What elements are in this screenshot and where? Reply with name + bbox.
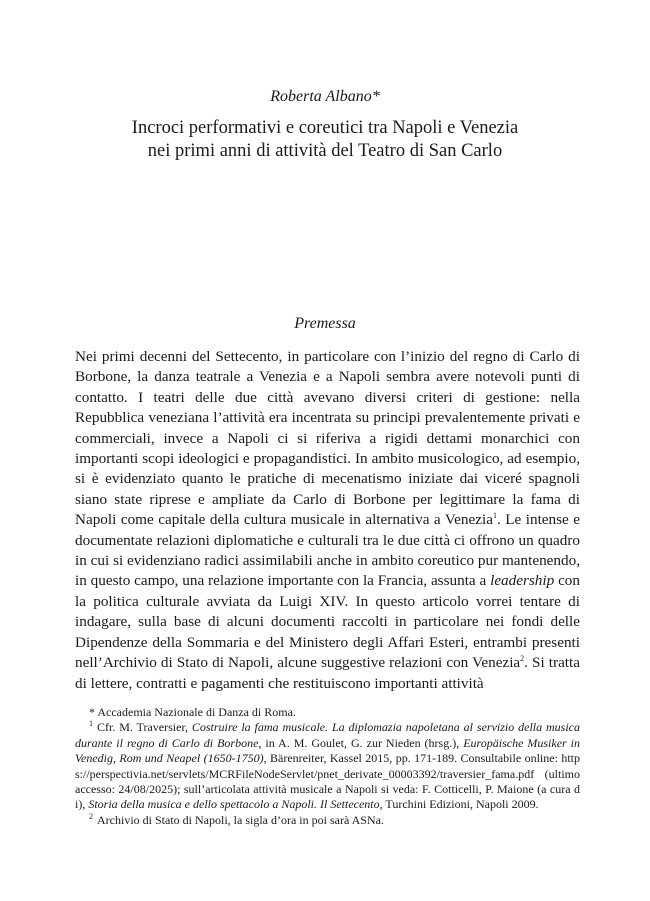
footnote-1-italic-3: Storia della musica e dello spettacolo a Napoli. Il Settecento: [88, 797, 380, 812]
footnote-2: [75, 813, 580, 828]
footnote-1-italic-1: Costruire la fama musicale. La diplomazia napoletana al servizio della musica durante il regno di Carlo di Borbone: [75, 720, 581, 750]
body-text-part-1: Nei primi decenni del Settecento, in particolare con l’inizio del regno di Carlo di Borbone, la danza teatrale a Venezia e a Napoli sembra avere notevoli punti di contatto. I teatri delle due città avevano diversi criteri di gestione: nella Repubblica veneziana l’attività era incentrata su principi prevalentemente privati e commerciali, invece a Napoli ci si riferiva a rigidi dettami monarchici con importanti scopi ideologici e propagandistici. In ambito musicologico, ad esempio, si è evidenziato quanto le pratiche di mecenatismo iniziate dai viceré spagnoli siano state riprese e ampliate da Carlo di Borbone per legittimare la fama di Napoli come capitale della cultura musicale in alternativa a Venezia: [75, 348, 580, 529]
title-line-1: Incroci performativi e coreutici tra Napoli e Venezia: [131, 118, 519, 138]
footnote-ref-2: 2: [520, 654, 525, 664]
footnote-1-text-d: , Turchini Edizioni, Napoli 2009.: [379, 797, 539, 812]
footnote-star: [75, 705, 580, 720]
body-italic-term: leadership: [490, 572, 555, 590]
footnote-1-text-c: , Bärenreiter, Kassel 2015, pp. 171-189. Consultabile online: https://perspectivia.net/servlets/MCRFileNodeServlet/pnet_derivate_00003392/traversier_fama.pdf (ultimo accesso: 24/08/2025); sull’articolata attività musicale a Napoli si veda: F. Cotticelli, P. Maione (a cura di),: [75, 751, 580, 812]
footnote-1-text-b: , in A. M. Goulet, G. zur Nieden (hrsg.),: [258, 735, 464, 750]
footnote-star-mark: *: [89, 705, 95, 719]
body-text-part-4: . Si tratta di lettere, contratti e pagamenti che restituiscono importanti attività: [75, 654, 580, 692]
body-text-part-2: . Le intense e documentate relazioni diplomatiche e culturali tra le due città ci offrono un quadro in cui si evidenziano radici assimilabili anche in ambito coreutico pur mantenendo, in questo campo, una relazione importante con la Francia, assunta a: [75, 511, 581, 590]
footnote-2-text: Archivio di Stato di Napoli, la sigla d’ora in poi sarà ASNa.: [97, 812, 384, 827]
title-line-2: nei primi anni di attività del Teatro di San Carlo: [147, 141, 503, 161]
article-title: [60, 117, 590, 163]
footnote-1-text-a: Cfr. M. Traversier,: [97, 720, 192, 735]
author-name: Roberta Albano*: [270, 88, 380, 105]
body-paragraph: [75, 347, 580, 694]
footnote-ref-1: 1: [492, 511, 497, 521]
footnote-1-italic-2: Europäische Musiker in Venedig, Rom und Neapel (1650-1750): [75, 735, 581, 766]
body-text-part-3: con la politica culturale avviata da Luigi XIV. In questo articolo vorrei tentare di indagare, sulla base di alcuni documenti raccolti in particolare nei fondi delle Dipendenze della Sommaria e del Ministero degli Affari Esteri, entrambi presenti nell’Archivio di Stato di Napoli, alcune suggestive relazioni con Venezia: [75, 572, 580, 672]
footnote-star-text: Accademia Nazionale di Danza di Roma.: [97, 705, 296, 719]
footnote-2-mark: 2: [89, 811, 93, 821]
footnotes: [75, 705, 580, 828]
footnote-1-mark: 1: [89, 719, 93, 729]
section-heading: Premessa: [294, 315, 356, 332]
footnote-1: [75, 720, 580, 812]
